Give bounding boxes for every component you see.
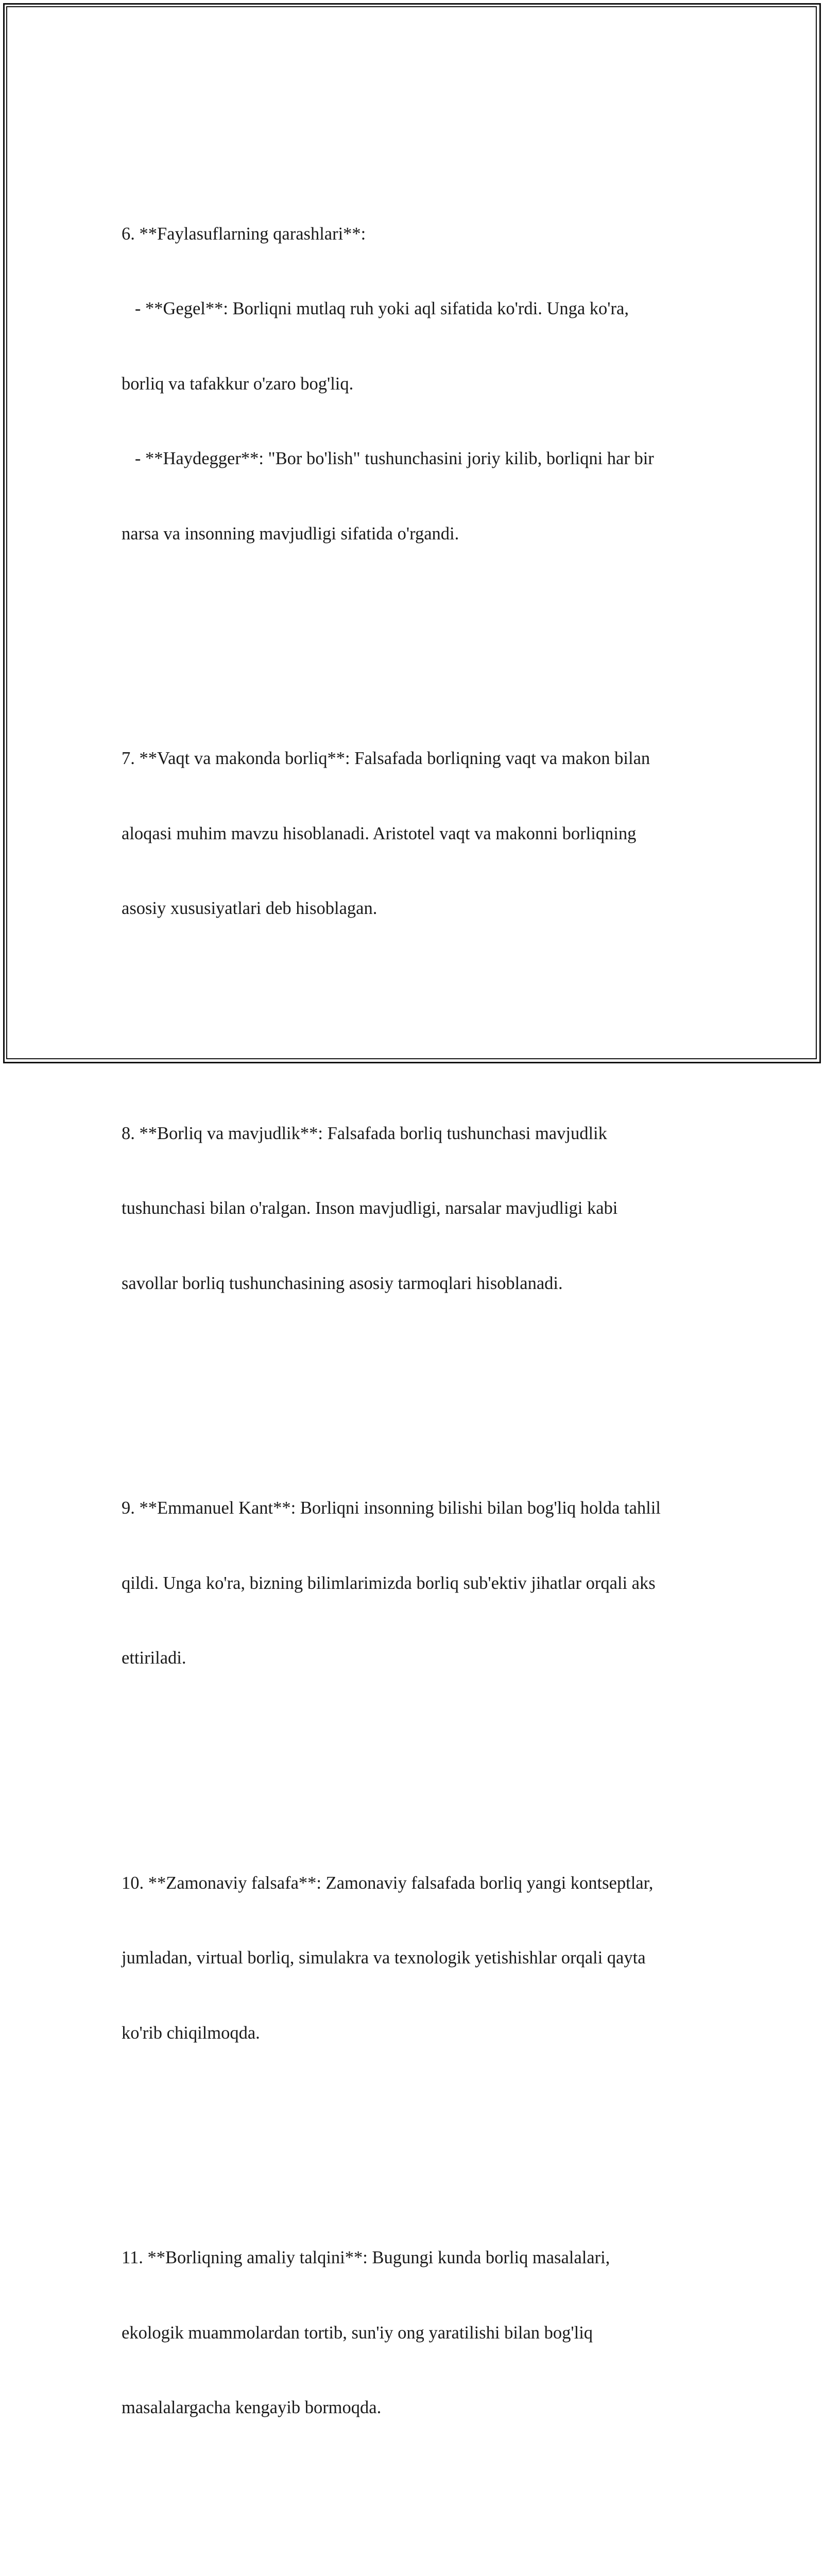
document-body <box>122 96 703 2576</box>
text-line: tushunchasi bilan o'ralgan. Inson mavjudligi, narsalar mavjudligi kabi <box>122 1196 703 1221</box>
paragraph-practical-interpretation <box>122 2195 703 2470</box>
text-line: - **Gegel**: Borliqni mutlaq ruh yoki aql sifatida ko'rdi. Unga ko'ra, <box>122 296 703 321</box>
paragraph-being-and-existence <box>122 1071 703 1346</box>
text-line: - **Haydegger**: "Bor bo'lish" tushunchasini joriy kilib, borliqni har bir <box>122 446 703 471</box>
paragraph-modern-philosophy <box>122 1821 703 2096</box>
text-line: 9. **Emmanuel Kant**: Borliqni insonning bilishi bilan bog'liq holda tahlil <box>122 1496 703 1521</box>
text-line: 7. **Vaqt va makonda borliq**: Falsafada borliqning vaqt va makon bilan <box>122 746 703 771</box>
text-line: jumladan, virtual borliq, simulakra va texnologik yetishishlar orqali qayta <box>122 1945 703 1971</box>
text-line: 6. **Faylasuflarning qarashlari**: <box>122 222 703 247</box>
text-line: qildi. Unga ko'ra, bizning bilimlarimizda borliq sub'ektiv jihatlar orqali aks <box>122 1571 703 1596</box>
text-line: 8. **Borliq va mavjudlik**: Falsafada borliq tushunchasi mavjudlik <box>122 1121 703 1146</box>
text-line: masalalargacha kengayib bormoqda. <box>122 2395 703 2420</box>
text-line: ekologik muammolardan tortib, sun'iy ong yaratilishi bilan bog'liq <box>122 2320 703 2346</box>
text-line: 11. **Borliqning amaliy talqini**: Bugungi kunda borliq masalalari, <box>122 2245 703 2270</box>
paragraph-philosophers-views <box>122 172 703 597</box>
paragraph-kant <box>122 1446 703 1721</box>
text-line: aloqasi muhim mavzu hisoblanadi. Aristotel vaqt va makonni borliqning <box>122 821 703 846</box>
text-line: 10. **Zamonaviy falsafa**: Zamonaviy falsafada borliq yangi kontseptlar, <box>122 1871 703 1896</box>
text-line: asosiy xususiyatlari deb hisoblagan. <box>122 896 703 921</box>
text-line: ko'rib chiqilmoqda. <box>122 2021 703 2046</box>
text-line: ettiriladi. <box>122 1646 703 1671</box>
text-line: narsa va insonning mavjudligi sifatida o'rgandi. <box>122 521 703 547</box>
paragraph-time-and-space <box>122 696 703 971</box>
text-line: borliq va tafakkur o'zaro bog'liq. <box>122 371 703 397</box>
text-line: savollar borliq tushunchasining asosiy tarmoqlari hisoblanadi. <box>122 1271 703 1296</box>
paragraph-statistics <box>122 2570 703 2576</box>
